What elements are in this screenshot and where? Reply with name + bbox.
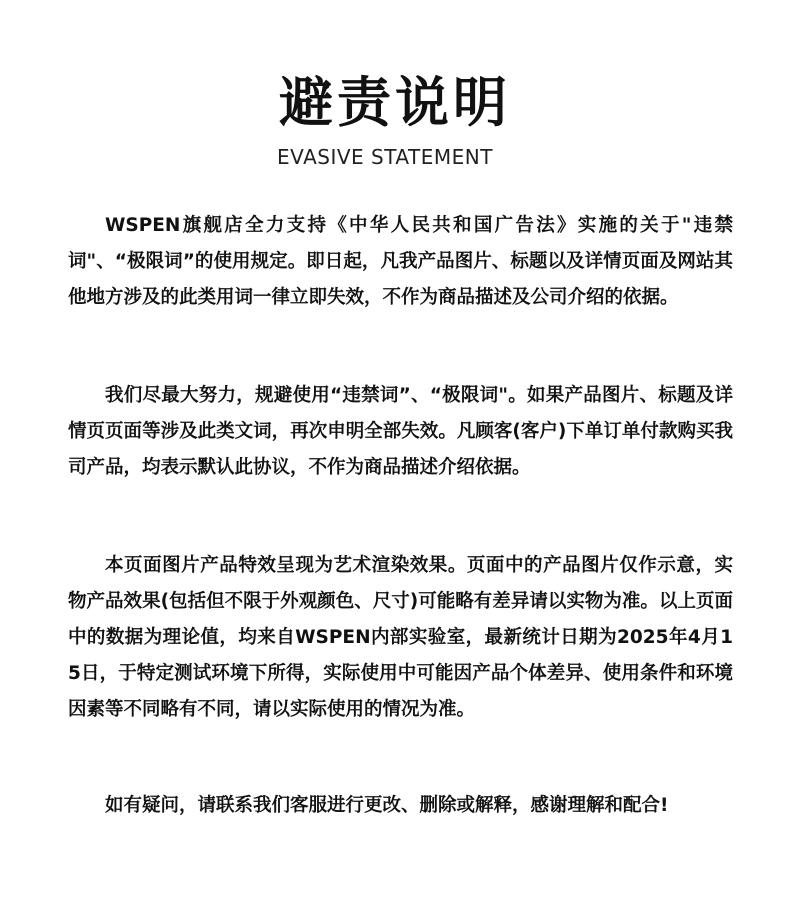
paragraph-ad-law-compliance: WSPEN旗舰店全力支持《中华人民共和国广告法》实施的关于"违禁词"、“极限词”的使用规定。即日起，凡我产品图片、标题以及详情页面及网站其他地方涉及的此类用词一律立即失效，不作为商品描述及公司介绍的依据。 — [68, 215, 733, 308]
page-subtitle: EVASIVE STATEMENT — [277, 145, 493, 169]
page-title: 避责说明 — [279, 71, 511, 134]
paragraph-contact-service: 如有疑问，请联系我们客服进行更改、删除或解释，感谢理解和配合! — [105, 795, 669, 816]
paragraph-image-rendering: 本页面图片产品特效呈现为艺术渲染效果。页面中的产品图片仅作示意，实物产品效果(包括但不限于外观颜色、尺寸)可能略有差异请以实物为准。以上页面中的数据为理论值，均来自WSPEN内部实验室，最新统计日期为2025年4月15日，于特定测试环境下所得，实际使用中可能因产品个体差异、使用条件和环境因素等不同略有不同，请以实际使用的情况为准。 — [68, 555, 733, 720]
paragraph-prohibited-words: 我们尽最大努力，规避使用“违禁词”、“极限词"。如果产品图片、标题及详情页页面等涉及此类文词，再次申明全部失效。凡顾客(客户)下单订单付款购买我司产品，均表示默认此协议，不作为商品描述介绍依据。 — [68, 385, 733, 478]
